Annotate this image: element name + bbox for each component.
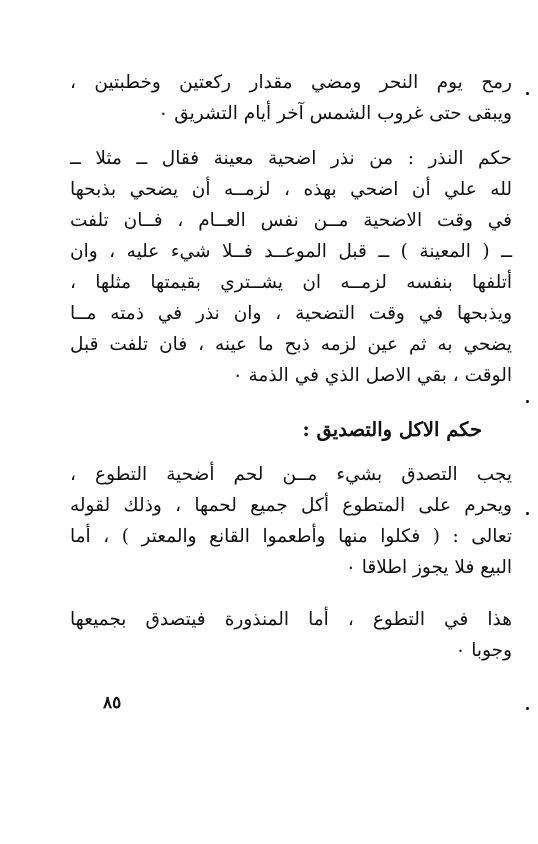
text-line: لله علي أن اضحي بهذه ، لزمــه أن يضحي بذبحها	[70, 179, 512, 200]
text-line: أتلفها بنفسه لزمــه ان يشــتري بقيمتها مثلها ،	[70, 272, 512, 293]
text-line: في وقت الاضحية مــن نفس العــام ، فــان تلفت	[70, 210, 512, 231]
text-line: الوقت ، بقي الاصل الذي في الذمة ٠	[232, 365, 512, 386]
text-line: ويحرم على المتطوع أكل جميع لحمها ، وذلك لقوله	[70, 495, 512, 516]
paragraph-charity-ruling	[70, 459, 512, 583]
text-line: تعالى : ( فكلوا منها وأطعموا القانع والمعتر ) ، أما	[70, 526, 512, 547]
text-line: رمح يوم النحر ومضي مقدار ركعتين وخطبتين ،	[70, 72, 512, 93]
margin-speck	[526, 92, 529, 95]
margin-speck	[526, 707, 529, 710]
text-line: حكم النذر : من نذر اضحية معينة فقال ــ مثلا ــ	[70, 148, 512, 169]
text-line: يضحي به ثم عين لزمه ذبح ما عينه ، فان تلفت قبل	[70, 334, 512, 355]
text-line: ــ ( المعينة ) ــ قبل الموعــد فــلا شيء عليه ، وان	[70, 241, 512, 262]
text-line: ويذبحها في وقت التضحية ، وان نذر في ذمته مــا	[70, 303, 512, 324]
margin-speck	[526, 400, 529, 403]
text-line: وجوبا ٠	[455, 640, 512, 661]
paragraph-vow-ruling	[70, 143, 512, 391]
paragraph-sacrifice-time	[70, 67, 512, 129]
margin-speck	[526, 512, 529, 515]
text-line: يجب التصدق بشيء مــن لحم أضحية التطوع ،	[70, 464, 512, 485]
paragraph-vowed-sacrifice	[70, 604, 512, 666]
page-number: ٨٥	[103, 693, 122, 713]
section-heading: حكم الاكل والتصديق :	[302, 418, 482, 441]
text-line: هذا في التطوع ، أما المنذورة فيتصدق بجميعها	[70, 609, 512, 630]
text-line: ويبقى حتى غروب الشمس آخر أيام التشريق ٠	[158, 103, 512, 124]
text-line: البيع فلا يجوز اطلاقا ٠	[345, 557, 512, 578]
